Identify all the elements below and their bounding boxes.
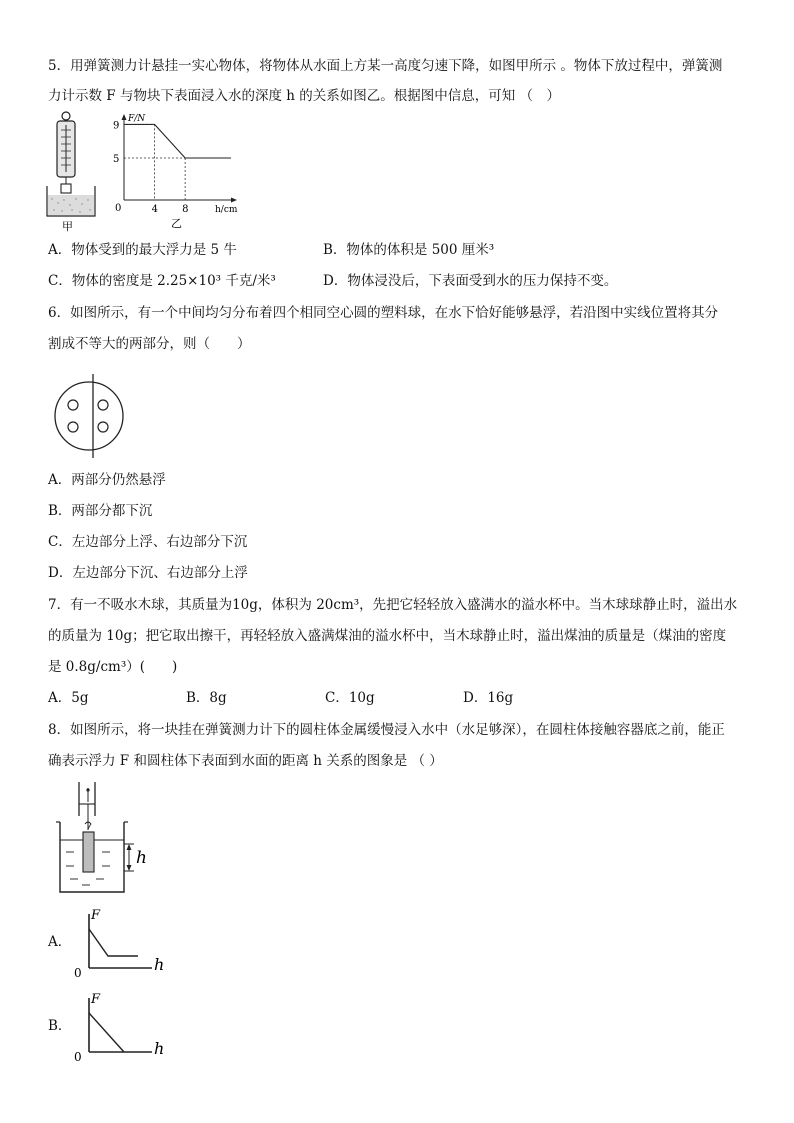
q6-stem-line-1: 6．如图所示，有一个中间均匀分布着四个相同空心圆的塑料球，在水下恰好能够悬浮，若沿图中实线位置将其分 (48, 305, 719, 321)
q7-stem-line-3: 是 0.8g/cm³）( ) (48, 659, 178, 675)
q7-option-c[interactable]: C．10g (325, 690, 375, 706)
q5-option-c[interactable]: C．物体的密度是 2.25×10³ 千克/米³ (48, 273, 276, 289)
graph-f-label: F (91, 992, 101, 1007)
hollow-circle (68, 422, 78, 432)
q8-stem-line-2: 确表示浮力 F 和圆柱体下表面到水面的距离 h 关系的图象是 （ ） (48, 753, 443, 769)
graph-f-label: F (91, 908, 101, 923)
chart-y-axis-label: F/N (128, 114, 146, 124)
q7-option-b[interactable]: B．8g (186, 690, 227, 706)
q7-option-d[interactable]: D．16g (463, 690, 514, 706)
q8-option-a-graph[interactable] (70, 906, 170, 980)
q7-stem-line-2: 的质量为 10g；把它取出擦干，再轻轻放入盛满煤油的溢水杯中，当木球静止时，溢出煤油的质量是（煤油的密度 (48, 628, 727, 644)
chart-series-line (124, 124, 231, 158)
graph-zero-label: 0 (74, 1050, 82, 1064)
q6-option-a[interactable]: A．两部分仍然悬浮 (48, 472, 166, 488)
graph-h-label: h (154, 955, 165, 974)
hollow-circle (98, 422, 108, 432)
q8-option-b-graph[interactable] (70, 990, 170, 1064)
q6-stem-line-2: 割成不等大的两部分，则（ ） (48, 336, 251, 352)
q8-h-label: h (136, 848, 147, 868)
q8-beaker-figure (52, 780, 162, 898)
q5-option-b[interactable]: B．物体的体积是 500 厘米³ (323, 242, 495, 258)
chart-origin-label: 0 (115, 203, 122, 214)
q6-option-d[interactable]: D．左边部分下沉、右边部分上浮 (48, 565, 248, 581)
hollow-circle (98, 400, 108, 410)
graph-curve (89, 929, 138, 956)
q6-plastic-ball-figure (50, 372, 130, 462)
q8-stem-line-1: 8．如图所示，将一块挂在弹簧测力计下的圆柱体金属缓慢浸入水中（水足够深），在圆柱体接触容器底之前，能正 (48, 722, 725, 738)
q5-figure-label-yi: 乙 (171, 217, 182, 230)
q7-stem-line-1: 7．有一不吸水木球，其质量为10g，体积为 20cm³，先把它轻轻放入盛满水的溢水杯中。当木球球静止时，溢出水 (48, 597, 738, 613)
graph-h-label: h (154, 1039, 165, 1058)
chart-y-tick-label: 5 (113, 154, 120, 165)
q6-option-b[interactable]: B．两部分都下沉 (48, 503, 153, 519)
chart-y-tick-label: 9 (113, 120, 120, 132)
q7-option-a[interactable]: A．5g (48, 690, 89, 706)
q8-option-b-label[interactable]: B． (48, 1018, 72, 1034)
q6-option-c[interactable]: C．左边部分上浮、右边部分下沉 (48, 534, 248, 550)
chart-x-axis-label: h/cm (215, 205, 238, 215)
chart-x-tick-label: 8 (182, 204, 189, 215)
q8-option-a-label[interactable]: A． (48, 934, 72, 950)
graph-curve (89, 1013, 124, 1052)
graph-zero-label: 0 (74, 966, 82, 980)
q5-stem-line-2: 力计示数 F 与物块下表面浸入水的深度 h 的关系如图乙。根据图中信息，可知 （ ） (48, 88, 561, 104)
q5-apparatus-figure (44, 110, 100, 234)
q5-fh-chart (108, 108, 258, 234)
chart-x-tick-label: 4 (151, 204, 158, 215)
q5-option-d[interactable]: D．物体浸没后，下表面受到水的压力保持不变。 (323, 273, 618, 289)
q5-stem-line-1: 5．用弹簧测力计悬挂一实心物体，将物体从水面上方某一高度匀速下降，如图甲所示 。物体下放过程中，弹簧测 (48, 58, 723, 74)
hollow-circle (68, 400, 78, 410)
q5-figure-label-jia: 甲 (62, 220, 73, 233)
q5-option-a[interactable]: A．物体受到的最大浮力是 5 牛 (48, 242, 237, 258)
